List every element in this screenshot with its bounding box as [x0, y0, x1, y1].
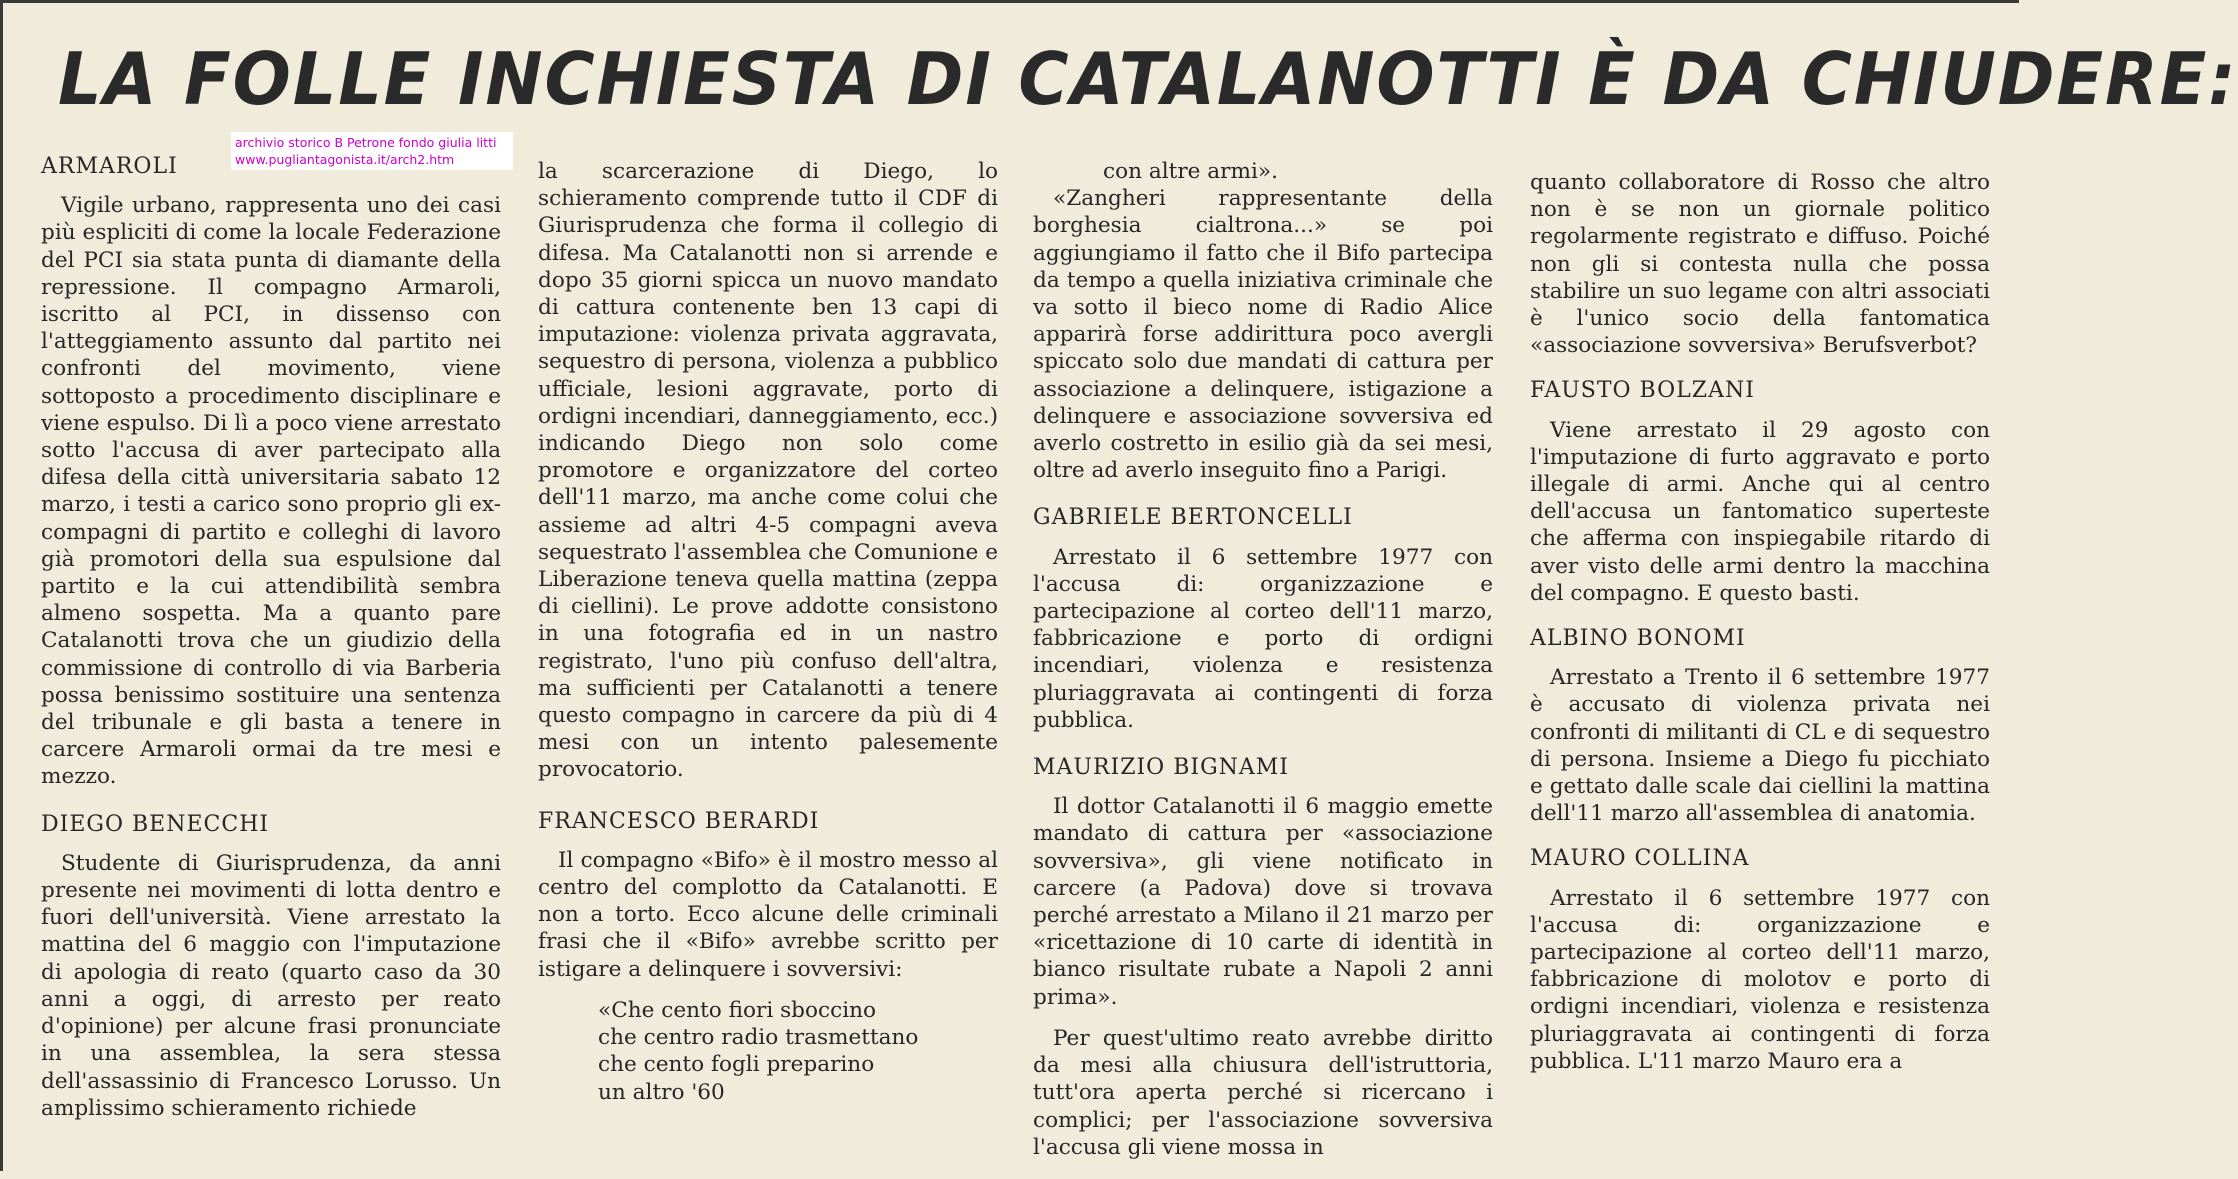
poem-line: un altro '60: [598, 1079, 725, 1105]
poem-line: che centro radio trasmettano: [598, 1025, 919, 1051]
poem-line: «Che cento fiori sboccino: [598, 997, 877, 1023]
paragraph-bolzani: Viene arrestato il 29 agosto con l'imputazione di furto aggravato e porto illegale di armi. Anche qui al centro dell'accusa un fantomatico superteste che afferma con inspiegabile ritardo di aver visto delle armi dentro la macchina del compagno. E questo basti.: [1530, 417, 1990, 606]
paragraph-bonomi: Arrestato a Trento il 6 settembre 1977 è accusato di violenza privata nei confronti di militanti di CL e di sequestro di persona. Insieme a Diego fu picchiato e gettato dalle scale dai ciellini la mattina dell'11 marzo all'assemblea di anatomia.: [1530, 665, 1990, 827]
section-heading-bolzani: FAUSTO BOLZANI: [1530, 378, 1755, 404]
paragraph-benecchi: Studente di Giurisprudenza, da anni presente nei movimenti di lotta dentro e fuori dell'università. Viene arrestato la mattina del 6 maggio con l'imputazione di apologia di reato (quarto caso da 30 anni a oggi, di arresto per reato d'opinione) per alcune frasi pronunciate in una assemblea, la sera stessa dell'assassinio di Francesco Lorusso. Un amplissimo schieramento richiede: [41, 850, 501, 1121]
paragraph-berardi-cont: con altre armi».: [1103, 159, 1278, 184]
archive-stamp-url[interactable]: www.pugliantagonista.it/arch2.htm: [235, 152, 455, 167]
section-heading-bertoncelli: GABRIELE BERTONCELLI: [1033, 505, 1353, 531]
poem-line: che cento fogli preparino: [598, 1052, 875, 1078]
section-heading-collina: MAURO COLLINA: [1530, 846, 1750, 872]
paragraph-bertoncelli: Arrestato il 6 settembre 1977 con l'accusa di: organizzazione e partecipazione al corteo dell'11 marzo, fabbricazione e porto di ordigni incendiari, violenza e resistenza pluriaggravata ai contingenti di forza pubblica.: [1033, 544, 1493, 733]
paragraph-armaroli: Vigile urbano, rappresenta uno dei casi più espliciti di come la locale Federazione del PCI sia stata punta di diamante della repressione. Il compagno Armaroli, iscritto al PCI, in dissenso con l'atteggiamento assunto dal partito nei confronti del movimento, viene sottoposto a procedimento disciplinare e viene espulso. Di lì a poco viene arrestato sotto l'accusa di aver partecipato alla difesa della città universitaria sabato 12 marzo, i testi a carico sono proprio gli ex-compagni di partito e colleghi di lavoro già promotori della sua espulsione dal partito e la cui attendibilità sembra almeno sospetta. Ma a quanto pare Catalanotti trova che un giudizio della commissione di controllo di via Barberia possa benissimo sostituire una sentenza del tribunale e gli basta a tenere in carcere Armaroli ormai da tre mesi e mezzo.: [41, 193, 501, 790]
section-heading-berardi: FRANCESCO BERARDI: [538, 808, 820, 834]
paragraph-berardi-quote: «Zangheri rappresentante della borghesia cialtrona...» se poi aggiungiamo il fatto che il Bifo partecipa da tempo a quella iniziativa criminale che va sotto il bieco nome di Radio Alice apparirà forse addirittura poco avergli spiccato solo due mandati di cattura per associazione a delinquere, istigazione a delinquere e associazione sovversiva ed averlo costretto in esilio già da sei mesi, oltre ad averlo inseguito fino a Parigi.: [1033, 186, 1493, 484]
quoted-poem: [598, 997, 998, 1106]
column-1: [41, 153, 501, 1163]
section-heading-benecchi: DIEGO BENECCHI: [41, 811, 270, 837]
section-heading-armaroli: ARMAROLI: [41, 154, 178, 179]
headline: LA FOLLE INCHIESTA DI CATALANOTTI È DA CHIUDERE:: [58, 37, 2238, 121]
paragraph-berardi: Il compagno «Bifo» è il mostro messo al centro del complotto da Catalanotti. E non a torto. Ecco alcune delle criminali frasi che il «Bifo» avrebbe scritto per istigare a delinquere i sovversivi:: [538, 847, 998, 982]
column-3: [1033, 158, 1493, 1168]
paragraph-bignami-2: Per quest'ultimo reato avrebbe diritto da mesi alla chiusura dell'istruttoria, tutt'ora aperta perché si ricercano i complici; per l'associazione sovversiva l'accusa gli viene mossa in: [1033, 1025, 1493, 1160]
section-heading-bonomi: ALBINO BONOMI: [1530, 626, 1746, 652]
paragraph-collina: Arrestato il 6 settembre 1977 con l'accusa di: organizzazione e partecipazione al corteo dell'11 marzo, fabbricazione di molotov e porto di ordigni incendiari, violenza e resistenza pluriaggravata ai contingenti di forza pubblica. L'11 marzo Mauro era a: [1530, 885, 1990, 1074]
paragraph-benecchi-cont: la scarcerazione di Diego, lo schieramento comprende tutto il CDF di Giurisprudenza che forma il collegio di difesa. Ma Catalanotti non si arrende e dopo 35 giorni spicca un nuovo mandato di cattura contenente ben 13 capi di imputazione: violenza privata aggravata, sequestro di persona, violenza a pubblico ufficiale, lesioni aggravate, porto di ordigni incendiari, danneggiamento, ecc.) indicando Diego non solo come promotore e organizzatore del corteo dell'11 marzo, ma anche come colui che assieme ad altri 4-5 compagni aveva sequestrato l'assemblea che Comunione e Liberazione teneva quella mattina (zeppa di ciellini). Le prove addotte consistono in una fotografia ed in un nastro registrato, l'uno più confuso dell'altra, ma sufficienti per Catalanotti a tenere questo compagno in carcere da più di 4 mesi con un intento palesemente provocatorio.: [538, 159, 998, 783]
archive-stamp-line1: archivio storico B Petrone fondo giulia litti: [235, 135, 497, 150]
column-4: [1530, 169, 1990, 1179]
column-2: [538, 158, 998, 1168]
paragraph-bignami-1: Il dottor Catalanotti il 6 maggio emette mandato di cattura per «associazione sovversiva», gli viene notificato in carcere (a Padova) dove si trovava perché arrestato a Milano il 21 marzo per «ricettazione di 10 carte di identità in bianco risultate rubate a Napoli 2 anni prima».: [1033, 794, 1493, 1010]
section-heading-bignami: MAURIZIO BIGNAMI: [1033, 755, 1290, 781]
paragraph-bignami-cont: quanto collaboratore di Rosso che altro non è se non un giornale politico regolarmente registrato e diffuso. Poiché non gli si contesta nulla che possa stabilire un suo legame con altri associati è l'unico socio della fantomatica «associazione sovversiva» Berufsverbot?: [1530, 170, 1990, 359]
